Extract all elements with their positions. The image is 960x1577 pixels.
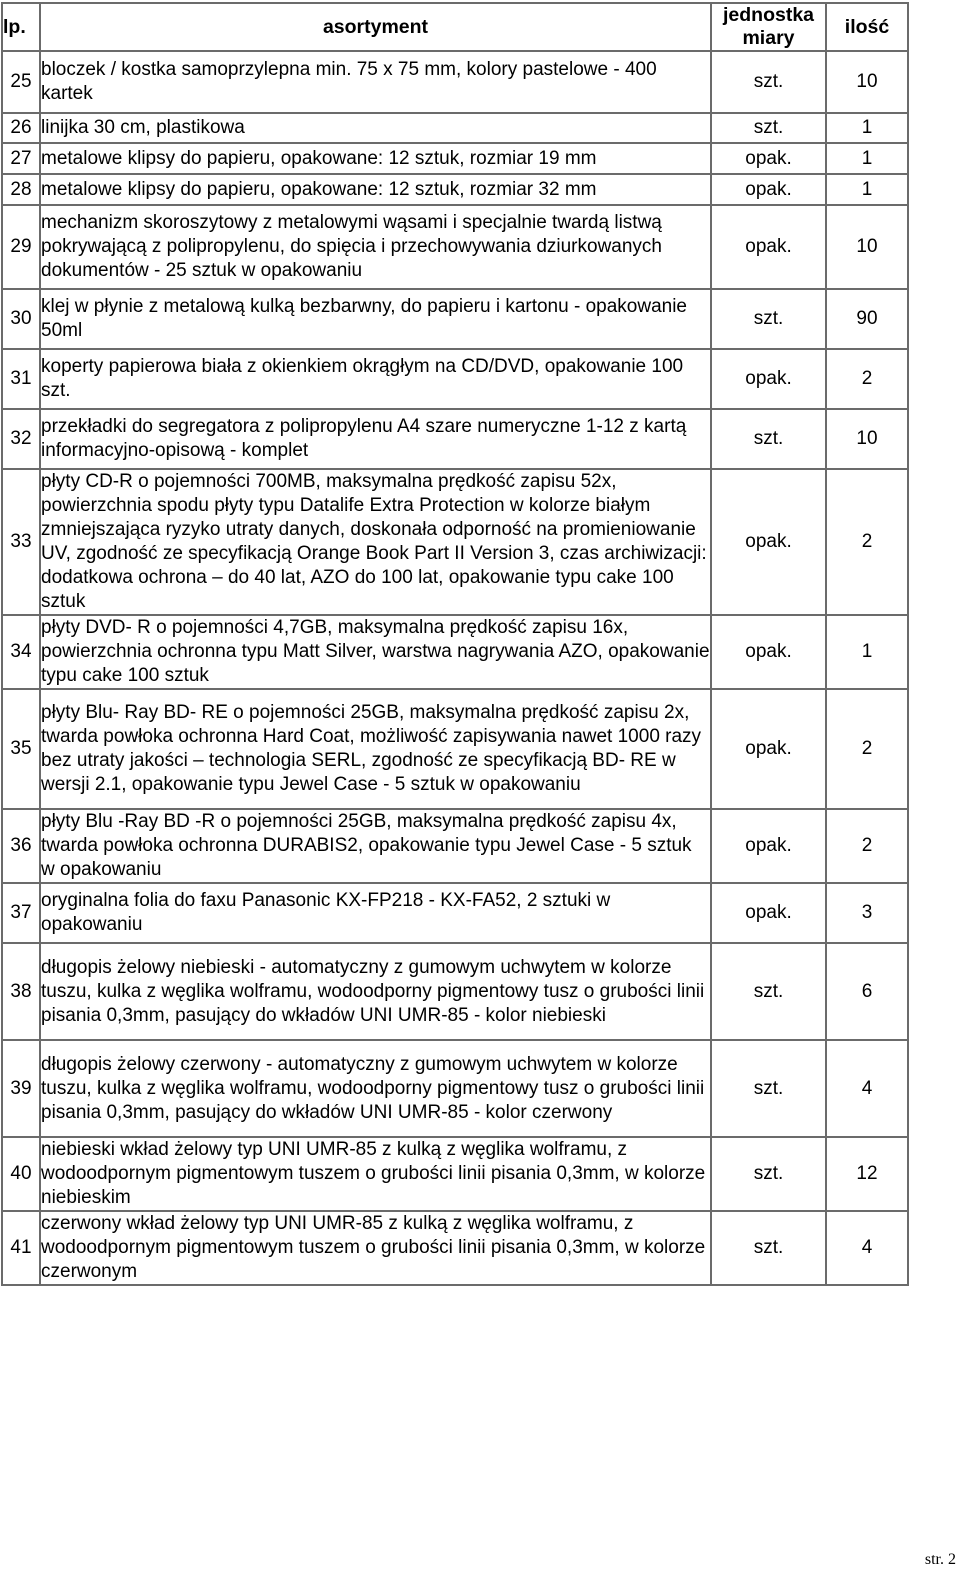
- row-name-cell: płyty DVD- R o pojemności 4,7GB, maksymalna prędkość zapisu 16x, powierzchnia ochronna typu Matt Silver, warstwa nagrywania AZO, opakowanie typu cake 100 sztuk: [40, 615, 711, 689]
- page-number: str. 2: [924, 1551, 956, 1568]
- row-unit-cell: opak.: [711, 174, 826, 205]
- row-name-cell: przekładki do segregatora z polipropylenu A4 szare numeryczne 1-12 z kartą informacyjno-opisową - komplet: [40, 409, 711, 469]
- row-lp-cell: 39: [2, 1040, 40, 1137]
- row-unit-cell: opak.: [711, 883, 826, 943]
- header-qty: ilość: [826, 3, 908, 51]
- row-qty-cell: 2: [826, 689, 908, 809]
- row-unit-cell: szt.: [711, 1137, 826, 1211]
- row-qty-cell: 1: [826, 174, 908, 205]
- row-lp-cell: 37: [2, 883, 40, 943]
- table-row: [2, 349, 908, 409]
- table-row: [2, 883, 908, 943]
- row-unit-cell: opak.: [711, 143, 826, 174]
- row-name-cell: długopis żelowy niebieski - automatyczny z gumowym uchwytem w kolorze tuszu, kulka z węglika wolframu, wodoodporny pigmentowy tusz o grubości linii pisania 0,3mm, pasujący do wkładów UNI UMR-85 - kolor niebieski: [40, 943, 711, 1040]
- row-lp-cell: 35: [2, 689, 40, 809]
- header-unit: jednostka miary: [711, 3, 826, 51]
- table-row: [2, 1040, 908, 1137]
- header-lp: lp.: [2, 3, 40, 51]
- row-unit-cell: szt.: [711, 51, 826, 113]
- table-row: [2, 205, 908, 289]
- row-qty-cell: 4: [826, 1211, 908, 1285]
- row-lp-cell: 29: [2, 205, 40, 289]
- row-qty-cell: 1: [826, 143, 908, 174]
- row-lp-cell: 28: [2, 174, 40, 205]
- table-row: [2, 409, 908, 469]
- row-name-cell: czerwony wkład żelowy typ UNI UMR-85 z kulką z węglika wolframu, z wodoodpornym pigmentowym tuszem o grubości linii pisania 0,3mm, w kolorze czerwonym: [40, 1211, 711, 1285]
- table-row: [2, 174, 908, 205]
- row-name-cell: linijka 30 cm, plastikowa: [40, 113, 711, 143]
- row-lp-cell: 33: [2, 469, 40, 615]
- row-qty-cell: 2: [826, 349, 908, 409]
- row-name-cell: płyty Blu -Ray BD -R o pojemności 25GB, maksymalna prędkość zapisu 4x, twarda powłoka ochronna DURABIS2, opakowanie typu Jewel Case - 5 sztuk w opakowaniu: [40, 809, 711, 883]
- row-qty-cell: 10: [826, 205, 908, 289]
- row-lp-cell: 30: [2, 289, 40, 349]
- row-name-cell: niebieski wkład żelowy typ UNI UMR-85 z kulką z węglika wolframu, z wodoodpornym pigmentowym tuszem o grubości linii pisania 0,3mm, w kolorze niebieskim: [40, 1137, 711, 1211]
- table-row: [2, 809, 908, 883]
- row-unit-cell: szt.: [711, 289, 826, 349]
- assortment-table: [1, 2, 909, 1286]
- row-name-cell: płyty Blu- Ray BD- RE o pojemności 25GB, maksymalna prędkość zapisu 2x, twarda powłoka ochronna Hard Coat, możliwość zapisywania nawet 1000 razy bez utraty jakości – technologia SERL, zgodność ze specyfikacją BD- RE w wersji 2.1, opakowanie typu Jewel Case - 5 sztuk w opakowaniu: [40, 689, 711, 809]
- row-unit-cell: szt.: [711, 1211, 826, 1285]
- row-name-cell: klej w płynie z metalową kulką bezbarwny, do papieru i kartonu - opakowanie 50ml: [40, 289, 711, 349]
- row-qty-cell: 4: [826, 1040, 908, 1137]
- row-qty-cell: 10: [826, 51, 908, 113]
- table-row: [2, 113, 908, 143]
- row-unit-cell: opak.: [711, 469, 826, 615]
- row-lp-cell: 40: [2, 1137, 40, 1211]
- row-lp-cell: 34: [2, 615, 40, 689]
- row-name-cell: bloczek / kostka samoprzylepna min. 75 x 75 mm, kolory pastelowe - 400 kartek: [40, 51, 711, 113]
- row-qty-cell: 3: [826, 883, 908, 943]
- row-lp-cell: 31: [2, 349, 40, 409]
- row-name-cell: metalowe klipsy do papieru, opakowane: 12 sztuk, rozmiar 32 mm: [40, 174, 711, 205]
- row-lp-cell: 41: [2, 1211, 40, 1285]
- table-row: [2, 289, 908, 349]
- table-row: [2, 469, 908, 615]
- row-name-cell: mechanizm skoroszytowy z metalowymi wąsami i specjalnie twardą listwą pokrywającą z polipropylenu, do spięcia i przechowywania dziurkowanych dokumentów - 25 sztuk w opakowaniu: [40, 205, 711, 289]
- table-row: [2, 689, 908, 809]
- row-name-cell: metalowe klipsy do papieru, opakowane: 12 sztuk, rozmiar 19 mm: [40, 143, 711, 174]
- row-unit-cell: szt.: [711, 113, 826, 143]
- row-name-cell: długopis żelowy czerwony - automatyczny z gumowym uchwytem w kolorze tuszu, kulka z węglika wolframu, wodoodporny pigmentowy tusz o grubości linii pisania 0,3mm, pasujący do wkładów UNI UMR-85 - kolor czerwony: [40, 1040, 711, 1137]
- row-unit-cell: szt.: [711, 409, 826, 469]
- row-qty-cell: 2: [826, 809, 908, 883]
- row-qty-cell: 1: [826, 113, 908, 143]
- row-qty-cell: 90: [826, 289, 908, 349]
- table-row: [2, 943, 908, 1040]
- row-lp-cell: 36: [2, 809, 40, 883]
- row-lp-cell: 27: [2, 143, 40, 174]
- row-name-cell: koperty papierowa biała z okienkiem okrągłym na CD/DVD, opakowanie 100 szt.: [40, 349, 711, 409]
- row-name-cell: płyty CD-R o pojemności 700MB, maksymalna prędkość zapisu 52x, powierzchnia spodu płyty typu Datalife Extra Protection w kolorze białym zmniejszająca ryzyko utraty danych, doskonała odporność na promieniowanie UV, zgodność ze specyfikacją Orange Book Part II Version 3, czas archiwizacji: dodatkowa ochrona – do 40 lat, AZO do 100 lat, opakowanie typu cake 100 sztuk: [40, 469, 711, 615]
- row-unit-cell: opak.: [711, 809, 826, 883]
- row-qty-cell: 2: [826, 469, 908, 615]
- row-qty-cell: 12: [826, 1137, 908, 1211]
- row-unit-cell: opak.: [711, 349, 826, 409]
- table-row: [2, 1137, 908, 1211]
- row-qty-cell: 10: [826, 409, 908, 469]
- row-lp-cell: 32: [2, 409, 40, 469]
- row-lp-cell: 25: [2, 51, 40, 113]
- row-lp-cell: 26: [2, 113, 40, 143]
- row-unit-cell: opak.: [711, 689, 826, 809]
- row-unit-cell: szt.: [711, 943, 826, 1040]
- table-row: [2, 51, 908, 113]
- table-row: [2, 615, 908, 689]
- row-lp-cell: 38: [2, 943, 40, 1040]
- table-row: [2, 1211, 908, 1285]
- header-name: asortyment: [40, 3, 711, 51]
- header-row: [2, 3, 908, 51]
- row-unit-cell: szt.: [711, 1040, 826, 1137]
- row-qty-cell: 6: [826, 943, 908, 1040]
- row-unit-cell: opak.: [711, 615, 826, 689]
- table-row: [2, 143, 908, 174]
- row-qty-cell: 1: [826, 615, 908, 689]
- row-unit-cell: opak.: [711, 205, 826, 289]
- row-name-cell: oryginalna folia do faxu Panasonic KX-FP218 - KX-FA52, 2 sztuki w opakowaniu: [40, 883, 711, 943]
